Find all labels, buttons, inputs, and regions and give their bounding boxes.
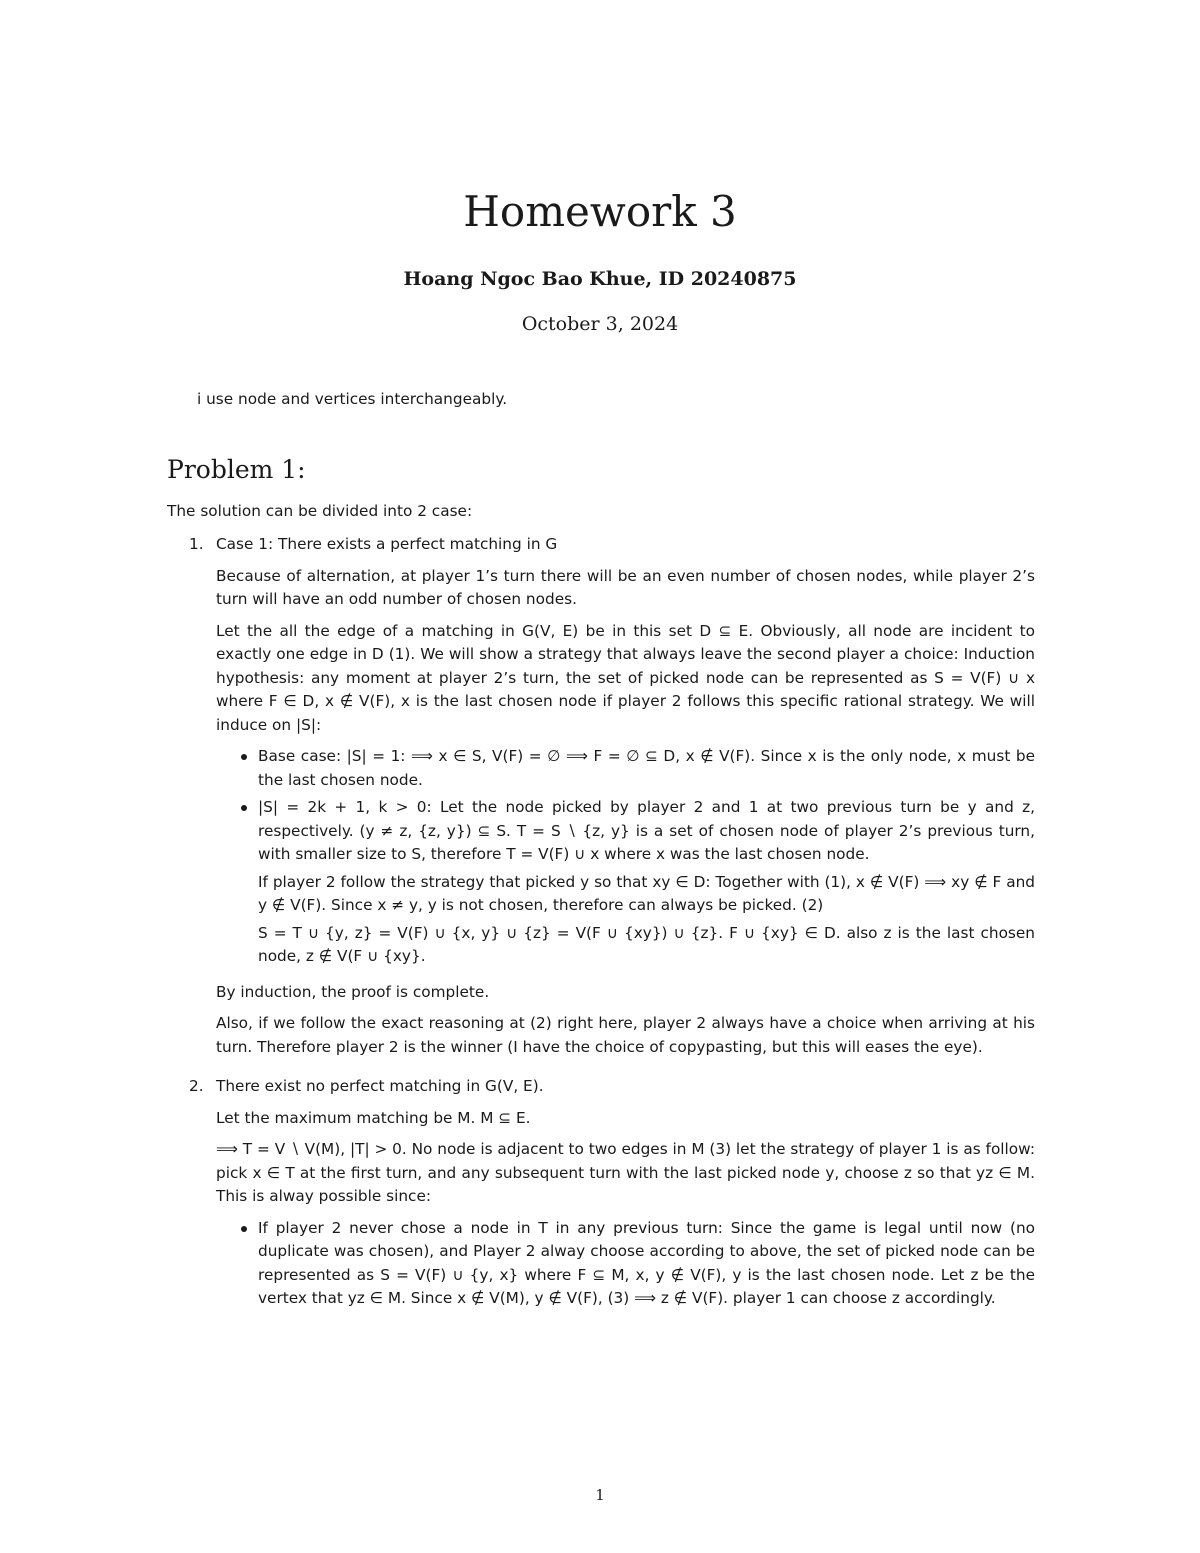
case-1-bullet-2b: If player 2 follow the strategy that picked y so that xy ∈ D: Together with (1), x ∉ V(F) ⟹ xy ∉ F and y ∉ V(F). Since x ≠ y, y is not chosen, therefore can always be picked. (2) [258,872,1035,914]
problem-1-lead: The solution can be divided into 2 case: [167,501,473,520]
case-2 [167,1075,1035,1311]
case-1-bullet-2a: |S| = 2k + 1, k > 0: Let the node picked by player 2 and 1 at two previous turn be y and z, respectively. (y ≠ z, {z, y}) ⊆ S. T = S ∖ {z, y} is a set of chosen node of player 2’s previous turn, with smaller size to S, therefore T = V(F) ∪ x where x was the last chosen node. [258,798,1035,863]
case-2-title: There exist no perfect matching in G(V, E). [216,1077,544,1095]
case-2-bullets [216,1217,1035,1311]
document-title: Homework 3 [463,187,737,236]
case-2-paragraph-2: ⟹ T = V ∖ V(M), |T| > 0. No node is adjacent to two edges in M (3) let the strategy of player 1 is as follow: pick x ∈ T at the first turn, and any subsequent turn with the last picked node y, choose z so that yz ∈ M. This is alway possible since: [216,1140,1035,1205]
page-number: 1 [595,1486,605,1504]
problem-1-heading: Problem 1: [167,454,306,484]
case-1-bullets [216,745,1035,969]
case-2-bullet-1: If player 2 never chose a node in T in any previous turn: Since the game is legal until now (no duplicate was chosen), and Player 2 alway choose according to above, the set of picked node can be represented as S = V(F) ∪ {y, x} where F ⊆ M, x, y ∉ V(F), y is the last chosen node. Let z be the vertex that yz ∈ M. Since x ∉ V(M), y ∉ V(F), (3) ⟹ z ∉ V(F). player 1 can choose z accordingly. [258,1218,1035,1307]
intro-note: i use node and vertices interchangeably. [197,390,508,408]
case-1-bullet-2c: S = T ∪ {y, z} = V(F) ∪ {x, y} ∪ {z} = V(F ∪ {xy}) ∪ {z}. F ∪ {xy} ∈ D. also z is the last chosen node, z ∉ V(F ∪ {xy}. [258,923,1035,965]
case-list [167,533,1035,1311]
case-1-bullet-1: Base case: |S| = 1: ⟹ x ∈ S, V(F) = ∅ ⟹ F = ∅ ⊆ D, x ∉ V(F). Since x is the only node, x must be the last chosen node. [258,747,1035,789]
bullet-icon [241,754,247,760]
case-1-number: 1. [189,535,204,553]
case-1-paragraph-1: Because of alternation, at player 1’s turn there will be an even number of chosen nodes, while player 2’s turn will have an odd number of chosen nodes. [216,566,1035,608]
case-1-title: Case 1: There exists a perfect matching in G [216,535,558,553]
case-1 [167,533,1035,1059]
document-date: October 3, 2024 [521,313,679,335]
case-1-paragraph-2: Let the all the edge of a matching in G(V, E) be in this set D ⊆ E. Obviously, all node are incident to exactly one edge in D (1). We will show a strategy that always leave the second player a choice: Induction hypothesis: any moment at player 2’s turn, the set of picked node can be represented as S = V(F) ∪ x where F ∈ D, x ∉ V(F), x is the last chosen node if player 2 follows this specific rational strategy. We will induce on |S|: [216,621,1035,734]
list-item [216,796,1035,969]
case-1-paragraph-3: By induction, the proof is complete. [216,982,490,1001]
case-1-paragraph-4: Also, if we follow the exact reasoning at (2) right here, player 2 always have a choice when arriving at his turn. Therefore player 2 is the winner (I have the choice of copypasting, but this will eases the eye). [216,1014,1035,1056]
list-item [216,1217,1035,1311]
bullet-icon [241,1226,247,1232]
case-2-number: 2. [189,1077,204,1095]
list-item [216,745,1035,792]
document-body [167,388,1035,1327]
bullet-icon [241,805,247,811]
case-2-paragraph-1: Let the maximum matching be M. M ⊆ E. [216,1108,531,1127]
author-line: Hoang Ngoc Bao Khue, ID 20240875 [403,268,797,290]
